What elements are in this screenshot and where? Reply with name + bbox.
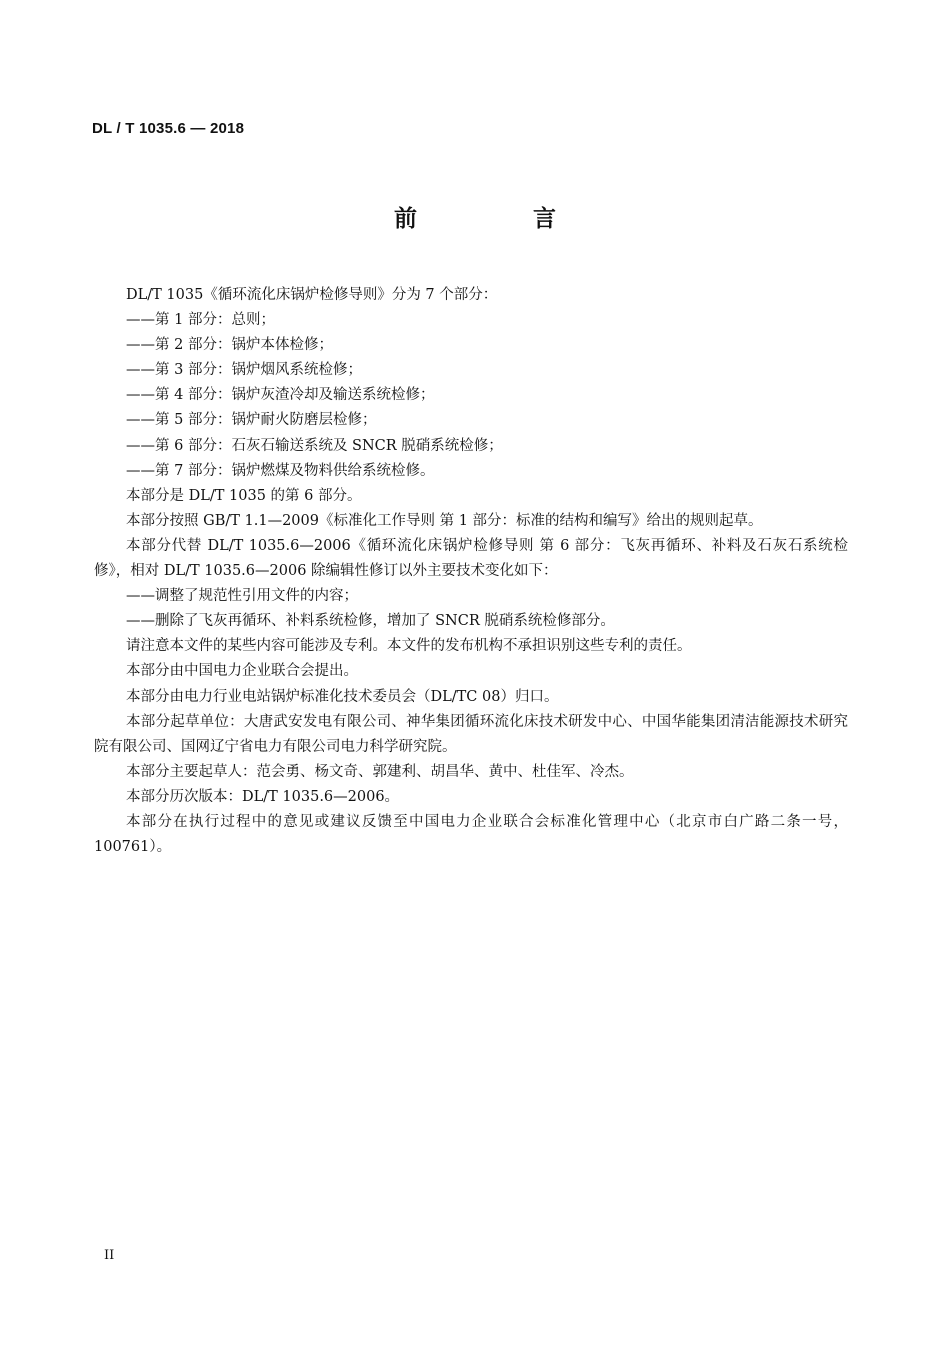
paragraph: DL/T 1035《循环流化床锅炉检修导则》分为 7 个部分：	[126, 287, 498, 303]
page-number: II	[104, 1248, 115, 1263]
paragraph: 请注意本文件的某些内容可能涉及专利。本文件的发布机构不承担识别这些专利的责任。	[126, 638, 692, 655]
standard-number: DL / T 1035.6 — 2018	[92, 120, 245, 137]
paragraph: 本部分代替 DL/T 1035.6—2006《循环流化床锅炉检修导则 第 6 部分：飞灰再循环、补料及石灰石系统检修》，相对 DL/T 1035.6—2006 除编辑性修订以外主要技术变化如下：	[94, 537, 848, 580]
list-item: ——第 3 部分：锅炉烟风系统检修；	[126, 362, 362, 379]
paragraph: 本部分在执行过程中的意见或建议反馈至中国电力企业联合会标准化管理中心（北京市白广路二条一号，100761）。	[94, 813, 848, 856]
list-item: ——第 7 部分：锅炉燃煤及物料供给系统检修。	[126, 462, 435, 479]
paragraph: 本部分是 DL/T 1035 的第 6 部分。	[126, 487, 362, 504]
paragraph: 本部分由中国电力企业联合会提出。	[126, 663, 358, 680]
paragraph: ——删除了飞灰再循环、补料系统检修，增加了 SNCR 脱硝系统检修部分。	[126, 613, 615, 630]
paragraph: 本部分起草单位：大唐武安发电有限公司、神华集团循环流化床技术研发中心、中国华能集团清洁能源技术研究院有限公司、国网辽宁省电力有限公司电力科学研究院。	[94, 713, 848, 755]
list-item: ——第 2 部分：锅炉本体检修；	[126, 337, 333, 354]
paragraph: 本部分历次版本：DL/T 1035.6—2006。	[126, 788, 400, 805]
list-item: ——第 6 部分：石灰石输送系统及 SNCR 脱硝系统检修；	[126, 437, 503, 454]
paragraph: 本部分由电力行业电站锅炉标准化技术委员会（DL/TC 08）归口。	[126, 688, 559, 705]
list-item: ——第 1 部分：总则；	[126, 312, 275, 329]
list-item: ——第 5 部分：锅炉耐火防磨层检修；	[126, 412, 377, 429]
paragraph: 本部分按照 GB/T 1.1—2009《标准化工作导则 第 1 部分：标准的结构和编写》给出的规则起草。	[126, 512, 763, 529]
paragraph: ——调整了规范性引用文件的内容；	[126, 588, 358, 605]
foreword-body	[94, 283, 848, 860]
list-item: ——第 4 部分：锅炉灰渣冷却及输送系统检修；	[126, 387, 435, 404]
paragraph: 本部分主要起草人：范会勇、杨文奇、郭建利、胡昌华、黄中、杜佳军、冷杰。	[126, 763, 634, 780]
page-title: 前 言	[393, 206, 610, 232]
